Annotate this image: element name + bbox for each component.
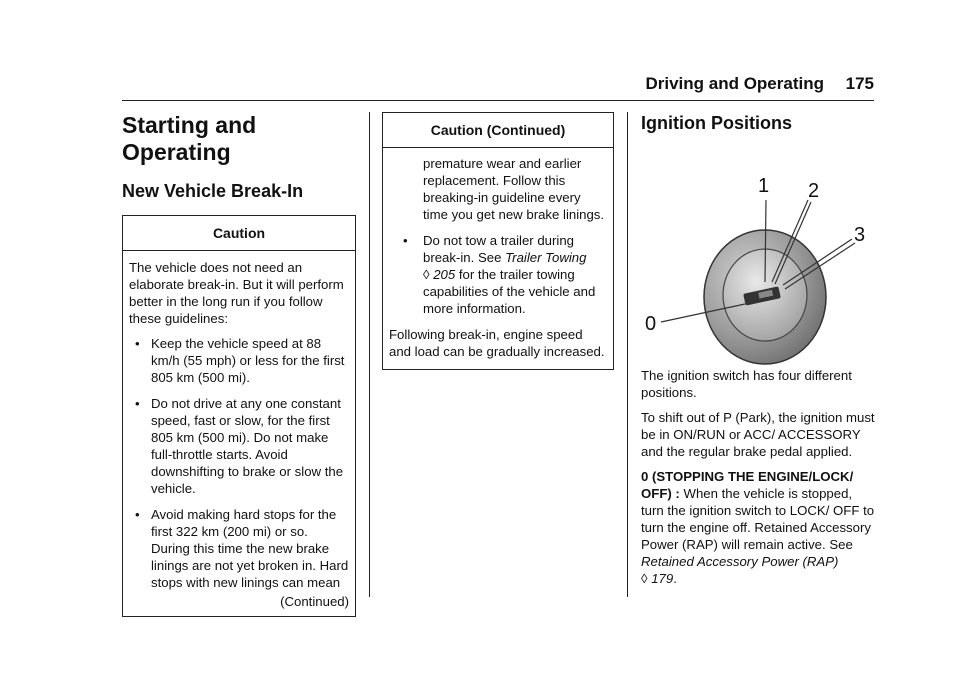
position-label-3: 3 — [854, 224, 866, 246]
ignition-paragraph-1: The ignition switch has four different positions. — [641, 368, 852, 400]
column-divider — [369, 112, 370, 597]
page-ref-icon: ◊ — [641, 571, 648, 586]
caution-intro: The vehicle does not need an elaborate break-in. But it will perform better in the long run if you follow these guidelines: — [129, 260, 344, 326]
caution-box — [122, 215, 356, 617]
page-ref[interactable]: 179 — [651, 571, 674, 586]
cross-reference-link[interactable]: Trailer Towing — [505, 250, 587, 265]
caution-heading: Caution — [123, 216, 355, 251]
position-label-2: 2 — [808, 180, 820, 202]
page-header — [122, 70, 874, 101]
position-label-1: 1 — [758, 175, 770, 197]
position-0-label: 0 (STOPPING THE ENGINE/LOCK/ OFF) : — [641, 469, 854, 501]
page-ref[interactable]: 205 — [433, 267, 456, 282]
left-column — [122, 112, 356, 617]
continued-bullet-text: premature wear and earlier replacement. Follow this breaking-in guideline every time you get new brake linings. — [423, 156, 605, 222]
section-title: Starting and Operating — [122, 112, 257, 165]
middle-column — [382, 112, 614, 370]
continued-label: (Continued) — [280, 594, 349, 609]
list-item: • Keep the vehicle speed at 88 km/h (55 mph) or less for the first 805 km (500 mi). — [135, 336, 345, 385]
bullet-icon: • — [403, 233, 408, 248]
bullet-icon: • — [135, 336, 140, 351]
list-item: • Do not drive at any one constant speed, fast or slow, for the first 805 km (500 mi). Do not make full-throttle starts. Avoid downshifting to brake or slow the vehicle. — [135, 396, 344, 496]
caution-heading: Caution (Continued) — [383, 113, 613, 148]
right-column — [641, 112, 876, 595]
list-item: • Avoid making hard stops for the first 322 km (200 mi) or so. During this time the new brake linings are not yet broken in. Hard stops with new linings can mean — [135, 507, 349, 590]
position-label-0: 0 — [645, 313, 657, 335]
ignition-paragraph-2: To shift out of P (Park), the ignition must be in ON/RUN or ACC/ ACCESSORY and the regular brake pedal applied. — [641, 410, 875, 459]
column-divider — [627, 112, 628, 597]
caution-box-continued — [382, 112, 614, 370]
ignition-paragraph-3: 0 (STOPPING THE ENGINE/LOCK/ OFF) : When the vehicle is stopped, turn the ignition switch to LOCK/ OFF to turn the engine off. Retained Accessory Power (RAP) will remain active. See Retained Accessory Power (RAP) ◊ 179. — [641, 469, 875, 586]
header-title: Driving and Operating — [645, 74, 824, 93]
list-item: • Do not tow a trailer during break-in. See Trailer Towing ◊ 205 for the trailer towing capabilities of the vehicle and more information. — [403, 233, 596, 316]
bullet-icon: • — [135, 507, 140, 522]
subsection-title: New Vehicle Break-In — [122, 181, 304, 201]
ignition-title: Ignition Positions — [641, 113, 792, 133]
page-number: 175 — [845, 74, 874, 93]
page-ref-icon: ◊ — [423, 267, 430, 282]
caution-closing: Following break-in, engine speed and load can be gradually increased. — [389, 327, 605, 359]
bullet-icon: • — [135, 396, 140, 411]
cross-reference-link[interactable]: Retained Accessory Power (RAP) — [641, 554, 839, 569]
ignition-switch-figure — [641, 142, 876, 367]
